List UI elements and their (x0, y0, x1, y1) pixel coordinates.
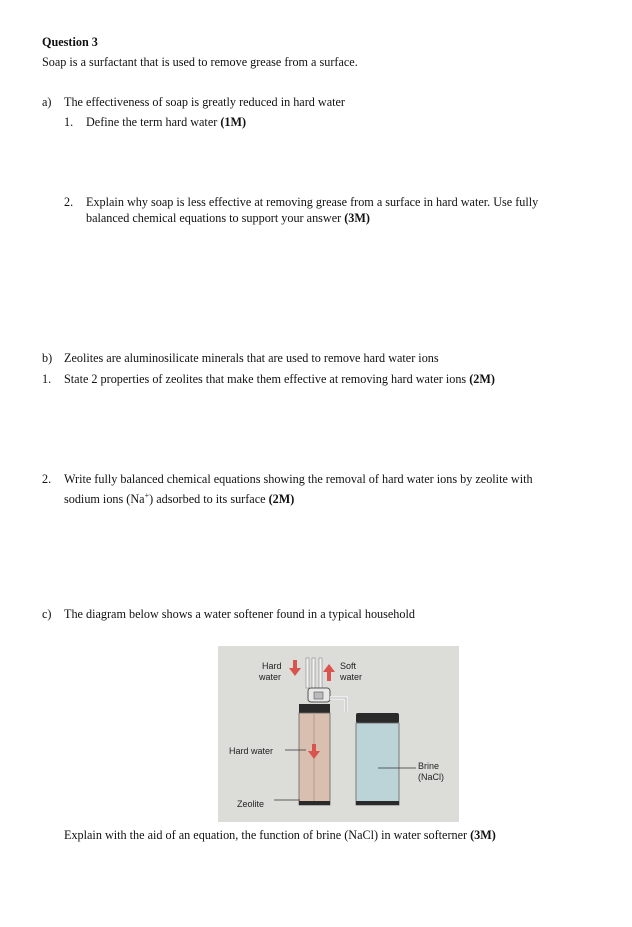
part-b-q1-marks: (2M) (469, 372, 495, 386)
diagram-background (218, 646, 459, 822)
label-zeolite: Zeolite (237, 799, 265, 809)
zeolite-tank-cap (299, 704, 330, 714)
part-b-q2-text-post: ) adsorbed to its surface (149, 492, 269, 507)
part-a-q2-line2 (86, 211, 370, 226)
question-title: Question 3 (42, 35, 98, 49)
part-b-q2-marks: (2M) (268, 492, 295, 507)
part-b-q2-line2 (64, 488, 294, 507)
part-c-question-text: Explain with the aid of an equation, the function of brine (NaCl) in water softerner (64, 828, 471, 842)
label-brine-2: (NaCl) (418, 772, 444, 782)
label-soft-1: Soft (340, 661, 357, 671)
part-a-q1-marks: (1M) (220, 115, 247, 129)
part-b-q1-text: State 2 properties of zeolites that make them effective at removing hard water ions (64, 372, 470, 386)
part-a-q1-number: 1. (64, 115, 74, 129)
part-b-q2-sup: + (144, 491, 150, 500)
part-a-q2-text: balanced chemical equations to support your answer (86, 211, 345, 225)
part-a-q1-text: Define the term hard water (86, 115, 221, 129)
part-a-q2-line1: Explain why soap is less effective at removing grease from a surface in hard water. Use fully (86, 195, 539, 209)
water-softener-diagram (218, 646, 459, 822)
part-a-label: a) (42, 95, 52, 109)
part-c-text: The diagram below shows a water softener found in a typical household (64, 607, 415, 621)
valve-window (314, 692, 323, 699)
part-b-q2-number: 2. (42, 472, 52, 486)
label-hard-top-2: water (259, 672, 282, 682)
part-c-label: c) (42, 607, 52, 621)
label-hard-side: Hard water (229, 746, 274, 756)
question-intro: Soap is a surfactant that is used to remove grease from a surface. (42, 55, 358, 69)
label-hard-top-1: Hard (262, 661, 282, 671)
part-b-label: b) (42, 351, 53, 365)
label-soft-2: water (340, 672, 363, 682)
part-b-q1 (64, 372, 495, 387)
part-a-q1 (86, 115, 246, 130)
inlet-pipe-2 (312, 658, 315, 688)
brine-tank (356, 723, 399, 805)
part-a-q2-marks: (3M) (344, 211, 370, 225)
inlet-pipe (306, 658, 309, 688)
part-b-q1-number: 1. (42, 372, 52, 386)
brine-tank-cap (356, 713, 399, 723)
part-b-text: Zeolites are aluminosilicate minerals that are used to remove hard water ions (64, 351, 439, 365)
outlet-pipe (319, 658, 322, 688)
label-brine-1: Brine (418, 761, 440, 771)
zeolite-tank-base (299, 801, 330, 805)
part-c-question (64, 828, 496, 843)
part-a-text: The effectiveness of soap is greatly reduced in hard water (64, 95, 345, 109)
part-c-marks: (3M) (470, 828, 496, 842)
brine-tank-base (356, 801, 399, 805)
part-b-q2-text-pre: sodium ions (Na (64, 492, 145, 507)
part-a-q2-number: 2. (64, 195, 74, 209)
part-b-q2-line1: Write fully balanced chemical equations showing the removal of hard water ions by zeolite with (64, 472, 533, 486)
